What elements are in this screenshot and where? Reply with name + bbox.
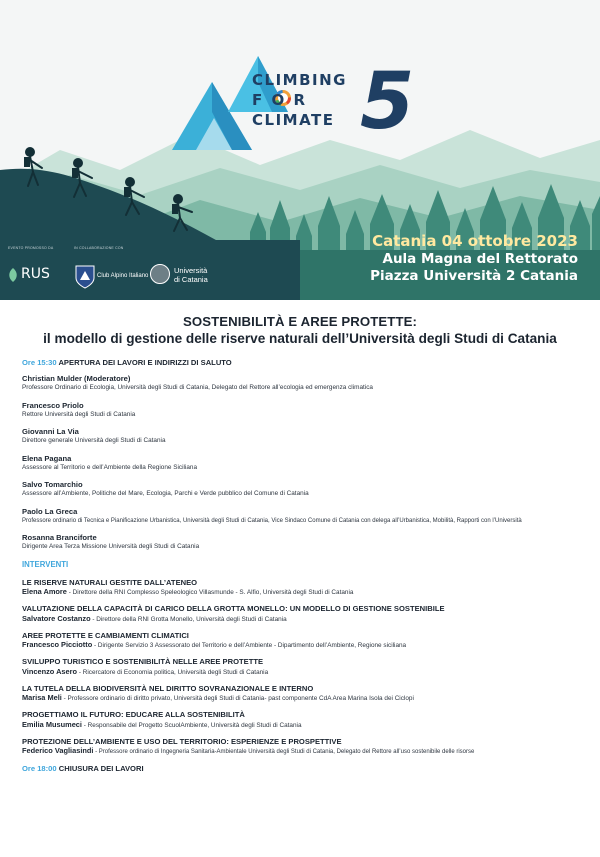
closing-time: Ore 18:00 [22, 764, 57, 773]
talk-item [22, 604, 578, 624]
talk-speaker: Salvatore Costanzo [22, 613, 91, 623]
speaker-role: Assessore al Territorio e dell’Ambiente della Regione Siciliana [22, 463, 198, 471]
talk-speaker: Emilia Musumeci [22, 719, 82, 729]
opening-time: Ore 15:30 [22, 358, 57, 367]
partner-label-collaboration: IN COLLABORAZIONE CON [74, 246, 124, 250]
speaker-role: Direttore generale Università degli Studi di Catania [22, 437, 166, 444]
talk-item [22, 657, 578, 677]
speaker-role: Professore ordinario di Tecnica e Pianificazione Urbanistica, Università degli Studi di Catania, Vice Sindaco Comune di Catania con delega all’Urbanistica, Mobilità, Rapporti con l’Università [22, 517, 522, 524]
talks-list [22, 578, 578, 758]
talk-speaker-role: - Responsabile del Progetto ScuolAmbiente, Università degli Studi di Catania [81, 721, 302, 729]
speaker-name: Elena Pagana [22, 453, 72, 463]
talk-item [22, 710, 578, 730]
title-line-1: SOSTENIBILITÀ E AREE PROTETTE: [182, 314, 418, 329]
speaker-name: Salvo Tomarchio [22, 480, 83, 489]
speaker-name: Francesco Priolo [22, 400, 84, 410]
talk-title: PROGETTIAMO IL FUTURO: EDUCARE ALLA SOSTENIBILITÀ [22, 710, 245, 719]
speaker-item [22, 480, 578, 499]
talk-speaker-role: - Ricercatore di Economia politica, Università degli Studi di Catania [77, 668, 269, 676]
talk-item [22, 684, 578, 704]
leaf-icon [8, 268, 18, 282]
talk-speaker: Marisa Meli [22, 693, 62, 702]
talk-title: PROTEZIONE DELL’AMBIENTE E USO DEL TERRITORIO: ESPERIENZE E PROSPETTIVE [22, 736, 342, 746]
closing-label: CHIUSURA DEI LAVORI [58, 764, 144, 773]
speaker-item [22, 401, 578, 420]
talk-speaker-role: - Dirigente Servizio 3 Assessorato del Territorio e dell’Ambiente - Dipartimento dell’Ambiente, Regione siciliana [92, 642, 407, 649]
speaker-item [22, 507, 578, 526]
event-info [370, 232, 578, 285]
speaker-item [22, 454, 578, 473]
speaker-role: Assessore all’Ambiente, Politiche del Mare, Ecologia, Parchi e Verde pubblico del Comune di Catania [22, 490, 309, 497]
unict-logo-text [174, 266, 208, 284]
logo-line-climbing: CLIMBING [252, 71, 347, 89]
opening-label: APERTURA DEI LAVORI E INDIRIZZI DI SALUTO [58, 358, 232, 367]
opening-session [22, 358, 578, 368]
speaker-name: Christian Mulder (Moderatore) [22, 374, 131, 383]
talk-item [22, 631, 578, 651]
cai-label: Club Alpino Italiano [97, 273, 149, 279]
event-address: Piazza Università 2 Catania [370, 268, 578, 284]
talk-title: LA TUTELA DELLA BIODIVERSITÀ NEL DIRITTO SOVRANAZIONALE E INTERNO [22, 683, 314, 693]
talk-speaker-role: - Direttore della RNI Complesso Speleologico Villasmunde - S. Alfio, Università degli Studi di Catania [66, 589, 354, 596]
poster-header [0, 0, 600, 300]
speaker-role: Professore Ordinario di Ecologia, Università degli Studi di Catania, Delegato del Rettore all’ecologia ed emergenza climatica [22, 384, 373, 391]
speaker-role: Rettore Università degli Studi di Catania [22, 410, 136, 418]
talk-item [22, 578, 578, 598]
closing-session [22, 764, 578, 774]
speaker-name: Giovanni La Via [22, 427, 79, 436]
talk-speaker: Vincenzo Asero [22, 666, 78, 676]
partner-logos [8, 246, 248, 292]
talk-speaker: Elena Amore [22, 587, 67, 596]
logo-line-climate: CLIMATE [252, 111, 335, 129]
unict-line-2: di Catania [174, 275, 208, 284]
unict-seal-icon [150, 264, 170, 284]
talk-title: AREE PROTETTE E CAMBIAMENTI CLIMATICI [22, 630, 189, 640]
programme-title [22, 314, 578, 348]
edition-number: 5 [360, 57, 415, 147]
partner-label-promoted: EVENTO PROMOSSO DA [8, 246, 54, 250]
talk-speaker: Francesco Picciotto [22, 640, 93, 649]
event-venue: Aula Magna del Rettorato [382, 251, 578, 267]
speaker-item [22, 374, 578, 393]
event-logo-wordmark [252, 70, 347, 130]
talk-title: LE RISERVE NATURALI GESTITE DALL’ATENEO [22, 577, 198, 587]
talk-speaker: Federico Vagliasindi [22, 746, 94, 755]
programme [0, 300, 600, 774]
speaker-name: Paolo La Greca [22, 506, 78, 516]
talk-speaker-role: - Professore ordinario di diritto privato, Università degli Studi di Catania- past componente CdA Area Marina Isola dei Ciclopi [61, 695, 414, 702]
talk-speaker-role: - Professore ordinario di Ingegneria Sanitaria-Ambientale Università degli Studi di Catania, Delegato del Rettore all’uso sostenibile delle risorse [93, 749, 475, 755]
speaker-name: Rosanna Branciforte [22, 533, 97, 542]
interventi-heading: INTERVENTI [22, 559, 69, 569]
talk-title: VALUTAZIONE DELLA CAPACITÀ DI CARICO DELLA GROTTA MONELLO: UN MODELLO DI GESTIONE SOSTENIBILE [22, 604, 445, 613]
rus-logo: RUS [21, 266, 50, 282]
greeting-speakers [22, 374, 578, 552]
talk-title: SVILUPPO TURISTICO E SOSTENIBILITÀ NELLE AREE PROTETTE [22, 657, 264, 666]
event-date: Catania 04 ottobre 2023 [372, 232, 578, 250]
talk-speaker-role: - Direttore della RNI Grotta Monello, Università degli Studi di Catania [90, 615, 287, 623]
talk-item [22, 737, 578, 758]
speaker-item [22, 533, 578, 552]
unict-line-1: Università [174, 266, 208, 275]
title-line-2: il modello di gestione delle riserve naturali dell’Università degli Studi di Catania [43, 331, 557, 346]
logo-line-for: F O R [252, 91, 307, 109]
speaker-item [22, 427, 578, 446]
speaker-role: Dirigente Area Terza Missione Università degli Studi di Catania [22, 543, 200, 550]
